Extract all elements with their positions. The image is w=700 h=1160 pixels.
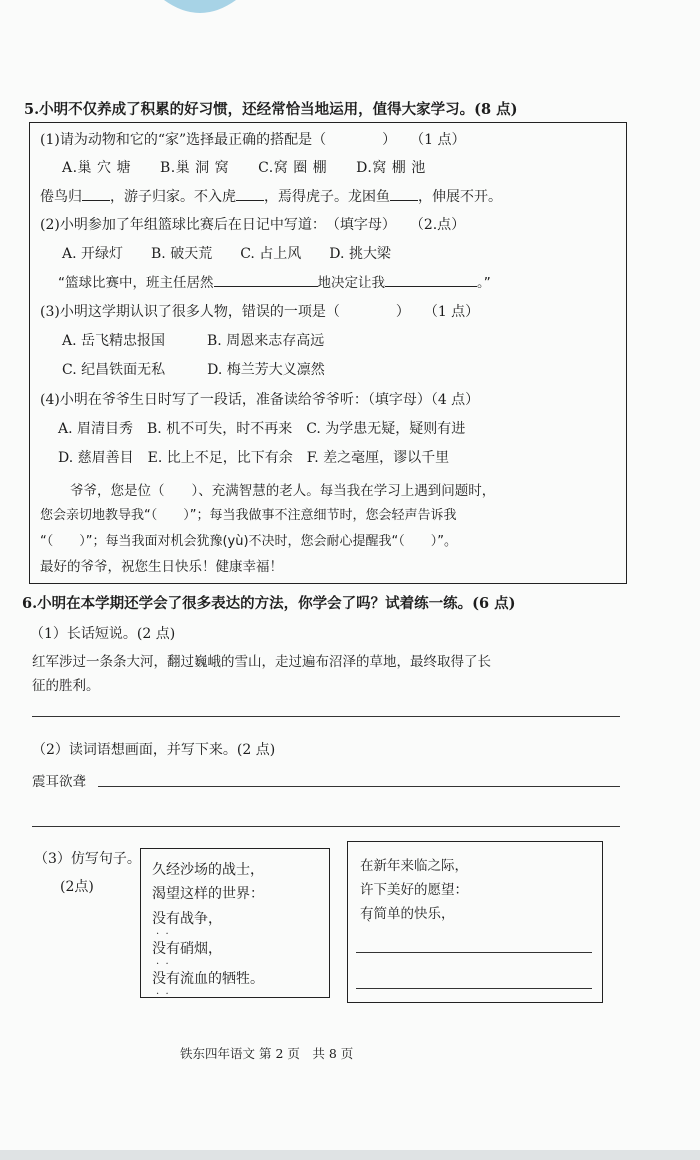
q5-4-options-row1: A. 眉清目秀 B. 机不可失，时不再来 C. 为学患无疑，疑则有进 <box>58 421 466 437</box>
quote-text-a: “篮球比赛中，班主任居然 <box>58 275 214 291</box>
emphasis-dots: · · <box>156 929 169 940</box>
q5-4-paragraph-line1: 爷爷，您是位（ ）、充满智慧的老人。每当我在学习上遇到问题时， <box>70 483 496 499</box>
q6-2-word: 震耳欲聋 <box>32 774 86 790</box>
q5-3-options-row1: A. 岳飞精忠报国 B. 周恩来志存高远 <box>62 333 325 349</box>
fill-text-d: ，伸展不开。 <box>418 189 502 205</box>
q5-3-stem: (3)小明这学期认识了很多人物，错误的一项是（ ） （1 点） <box>40 304 480 320</box>
q5-2-stem: (2)小明参加了年组篮球比赛后在日记中写道： （填字母） （2.点） <box>40 217 466 233</box>
q5-1-options: A.巢 穴 塘 B.巢 洞 窝 C.窝 圈 棚 D.窝 棚 池 <box>62 160 426 176</box>
q5-3-options-row2: C. 纪昌铁面无私 D. 梅兰芳大义凛然 <box>62 362 325 378</box>
answer-prompt-line-3: 有简单的快乐， <box>360 906 455 922</box>
answer-prompt-line-2: 许下美好的愿望： <box>360 882 468 898</box>
q5-4-paragraph-line2: 您会亲切地教导我“（ ）”；每当我做事不注意细节时，您会轻声告诉我 <box>40 508 457 523</box>
q6-3-label: （3）仿写句子。 <box>34 851 141 867</box>
quote-text-c: 。” <box>477 275 491 291</box>
q5-2-options: A. 开绿灯 B. 破天荒 C. 占上风 D. 挑大梁 <box>62 246 391 262</box>
q5-title: 5.小明不仅养成了积累的好习惯，还经常恰当地运用，值得大家学习。(8 点) <box>24 101 518 118</box>
q6-2-answer-line-1[interactable] <box>98 786 620 787</box>
emphasis-dot: ˋ <box>366 918 372 932</box>
quote-text-b: 地决定让我 <box>317 275 385 291</box>
top-decoration <box>160 0 240 16</box>
q6-3-points: (2点) <box>60 879 94 895</box>
q6-2-label: （2）读词语想画面，并写下来。(2 点) <box>32 742 276 758</box>
fill-text-c: ，焉得虎子。龙困鱼 <box>264 189 390 205</box>
q6-3-answer-line-1[interactable] <box>356 952 592 953</box>
page-footer: 铁东四年语文 第 2 页 共 8 页 <box>180 1046 354 1061</box>
answer-blank[interactable] <box>214 272 318 287</box>
q5-2-quote <box>58 272 491 293</box>
q5-4-options-row2: D. 慈眉善目 E. 比上不足，比下有余 F. 差之毫厘，谬以千里 <box>58 450 450 466</box>
q5-1-stem: (1)请为动物和它的“家”选择最正确的搭配是（ ） （1 点） <box>40 132 466 148</box>
q5-1-fill-sentence <box>40 186 502 207</box>
q6-1-label: （1）长话短说。(2 点) <box>30 626 176 642</box>
q5-4-stem: (4)小明在爷爷生日时写了一段话，准备读给爷爷听：（填字母）（4 点） <box>40 392 480 408</box>
q5-4-paragraph-line4: 最好的爷爷，祝您生日快乐！健康幸福！ <box>40 559 283 575</box>
q5-4-paragraph-line3: “（ ）”；每当我面对机会犹豫(yù)不决时，您会耐心提醒我“（ ）”。 <box>40 534 458 549</box>
example-line-3: 没有战争， <box>152 911 222 927</box>
answer-blank[interactable] <box>390 186 418 201</box>
fill-text-a: 倦鸟归 <box>40 189 82 205</box>
answer-blank[interactable] <box>385 272 477 287</box>
bottom-bar <box>0 1150 700 1160</box>
answer-blank[interactable] <box>236 186 264 201</box>
q6-3-answer-line-2[interactable] <box>356 988 592 989</box>
fill-text-b: ，游子归家。不入虎 <box>110 189 236 205</box>
answer-blank[interactable] <box>82 186 110 201</box>
q6-1-answer-line[interactable] <box>32 716 620 717</box>
example-line-1: 久经沙场的战士， <box>152 862 264 878</box>
q6-1-text-line1: 红军涉过一条条大河，翻过巍峨的雪山，走过遍布沼泽的草地，最终取得了长 <box>32 654 491 670</box>
example-line-5: 没有流血的牺牲。 <box>152 971 264 987</box>
q6-2-answer-line-2[interactable] <box>32 826 620 827</box>
answer-prompt-line-1: 在新年来临之际， <box>360 858 468 874</box>
q6-1-text-line2: 征的胜利。 <box>32 678 100 694</box>
emphasis-dots: · · <box>156 989 169 1000</box>
q6-title: 6.小明在本学期还学会了很多表达的方法，你学会了吗？试着练一练。(6 点) <box>22 595 516 612</box>
example-line-4: 没有硝烟， <box>152 941 222 957</box>
emphasis-dots: · · <box>156 959 169 970</box>
example-line-2: 渴望这样的世界： <box>152 886 264 902</box>
